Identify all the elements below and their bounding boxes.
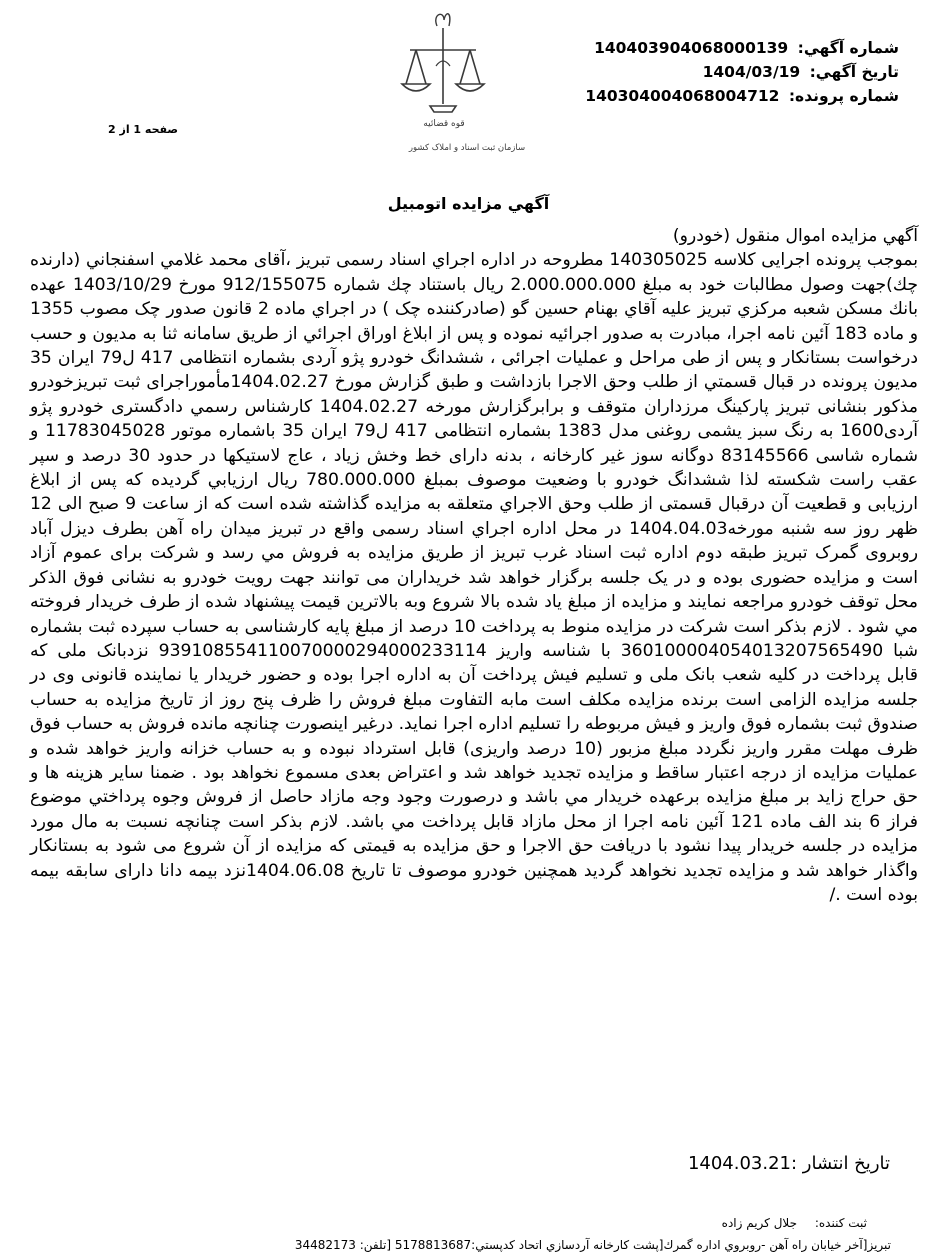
- registrar-name: جلال كريم زاده: [721, 1216, 798, 1230]
- file-number: 140304004068004712: [585, 87, 780, 105]
- notice-date: 1404/03/19: [702, 63, 801, 81]
- notice-number-row: [585, 36, 899, 60]
- notice-date-row: [585, 60, 899, 84]
- page-number: صفحه 1 از 2: [108, 123, 179, 136]
- notice-number: 140403904068000139: [594, 39, 789, 57]
- registrar-label: ثبت كننده:: [814, 1216, 867, 1230]
- emblem-caption-line2: سازمان ثبت اسناد و املاک کشور: [408, 143, 526, 153]
- notice-date-label: تاريخ آگهي:: [809, 63, 899, 81]
- registrar: [708, 1216, 867, 1230]
- footer-address: تبريز[آخر خيابان راه آهن -روبروي اداره گمرك[پشت كارخانه آردسازي اتحاد كدپستي:5178813687 [تلفن: 34482173: [294, 1238, 891, 1252]
- file-number-label: شماره پرونده:: [788, 87, 899, 105]
- judiciary-emblem: [372, 6, 562, 158]
- publication-date: تاریخ انتشار :1404.03.21: [687, 1153, 890, 1174]
- scales-of-justice-icon: [372, 6, 562, 158]
- notice-meta: [585, 36, 899, 108]
- notice-body: [30, 224, 918, 907]
- emblem-caption-line1: قوه قضائیه: [423, 119, 465, 129]
- notice-number-label: شماره آگهي:: [797, 39, 899, 57]
- notice-subtitle: آگهي مزايده اموال منقول (خودرو): [672, 226, 918, 246]
- notice-paragraph: بموجب پرونده اجرایی کلاسه 140305025 مطروحه در اداره اجراي اسناد رسمی تبریز ،آقای محمد غلامي اسفنجاني (دارنده چك)جهت وصول مطالبات خود به مبلغ 2.000.000.000 ريال باستناد چك شماره 912/155075 مورخ 1403/10/29 عهده بانك مسكن شعبه مركزي تبريز علیه آقاي بهنام حسين گو (صادرکننده چک ) در اجراي ماده 2 قانون صدور چک مصوب 1355 و ماده 183 آئين نامه اجرا، مبادرت به صدور اجرائيه نموده و پس از ابلاغ اوراق اجرائي از طريق سامانه ثنا به مديون و حسب درخواست بستانكار و پس از طی مراحل و عملیات اجرائی ، ششدانگ خودرو پژو آردی بشماره انتظامی 417 ل79 ايران 35 مديون پرونده در قبال قسمتي از طلب وحق الاجرا بازداشت و طبق گزارش مورخ 1404.02.27مأموراجرای ثبت تبریزخودرو مذکور بنشانی تبریز پارکینگ مرزداران متوقف و برابرگزارش مورخه 1404.02.27 کارشناس رسمي دادگستری خودرو پژو آردی1600 به رنگ سبز یشمی روغنی مدل 1383 بشماره انتظامی 417 ل79 ایران 35 باشماره موتور 11783045028 و شماره شاسی 83145566 دوگانه سوز غیر کارخانه ، بدنه دارای خط وخش زیاد ، عاج لاستیکها در حدود 30 درصد و سپر عقب راست شکسته لذا ششدانگ خودرو با وضعیت موصوف بمبلغ 780.000.000 ريال ارزيابي گرديده که پس از ابلاغ ارزيابی و قطعيت آن درقبال قسمتی از طلب وحق الاجراي متعلقه به مزايده گذاشته شده است که از ساعت 9 صبح الی 12 ظهر روز سه شنبه مورخه1404.04.03 در محل اداره اجراي اسناد رسمی واقع در تبریز میدان راه آهن بطرف دیزل آباد روبروی گمرک تبریز طبقه دوم اداره ثبت اسناد غرب تبریز از طريق مزايده به فروش مي رسد و شرکت برای عموم آزاد است و مزایده حضوری بوده و در یک جلسه برگزار خواهد شد خریداران می توانند جهت رویت خودرو به نشانی فوق الذکر محل توقف خودرو مراجعه نمایند و مزايده از مبلغ ياد شده بالا شروع وبه بالاترین قیمت پیشنهاد شده از طرف خريدار فروخته مي شود . لازم بذکر است شرکت در مزایده منوط به پرداخت 10 درصد از مبلغ پایه کارشناسی به حساب سپرده ثبت بشماره شبا 360100004054013207565490 با شناسه واریز 939108554110070000294000233114 نزدبانک ملی که قابل پرداخت در کلیه شعب بانک ملی و تسلیم فیش پرداخت آن به اداره اجرا بوده و حضور خریدار یا نماینده قانونی وی در جلسه مزایده الزامی است برنده مزایده مکلف است مابه التفاوت مبلغ فروش را ظرف پنج روز از تاریخ مزایده به حساب صندوق ثبت بشماره فوق واریز و فیش مربوطه را تسلیم اداره اجرا نماید. درغیر اینصورت چنانچه مانده فروش به حساب فوق ظرف مهلت مقرر واریز نگردد مبلغ مزبور (10 درصد واریزی) قابل استرداد نبوده و به حساب خزانه واریز خواهد شده و عملیات مزایده از درجه اعتبار ساقط و مزایده تجدید خواهد شد و اعتراض بعدی مسموع نخواهد بود . ضمنا ساير هزينه ها و حق حراج زايد بر مبلغ مزايده برعهده خريدار مي باشد و درصورت وجود وجه مازاد حاصل از فروش وجوه پرداختي موضوع فراز 6 بند الف ماده 121 آئين نامه اجرا از محل مازاد قابل پرداخت مي باشد. لازم بذکر است چنانچه نسبت به مال مورد مزایده در جلسه خريدار پيدا نشود با دریافت حق الاجرا و حق مزایده به قیمتی که مزایده از آن شروع می شود به بستانکار واگذار خواهد شد و مزایده تجدید نخواهد گردید همچنین خودرو موصوف تا تاریخ 1404.06.08نزد بیمه دانا دارای سابقه بیمه بوده است ./: [30, 250, 919, 905]
- page-title: آگهي مزايده اتومبيل: [387, 194, 550, 213]
- file-number-row: [585, 84, 899, 108]
